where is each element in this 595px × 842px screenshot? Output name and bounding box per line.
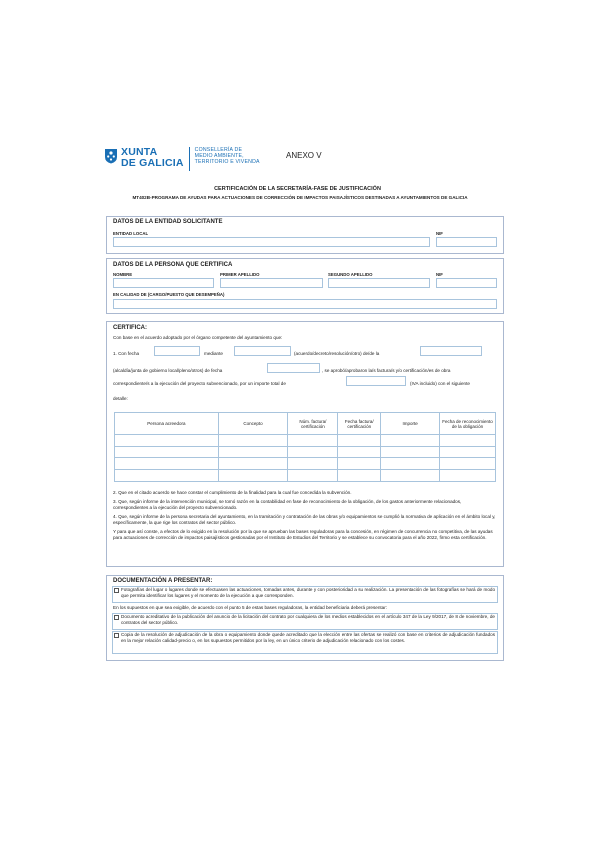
dept-line-2: MEDIO AMBIENTE, <box>194 153 244 160</box>
table-cell[interactable] <box>440 435 496 447</box>
entity-local-field[interactable] <box>113 237 430 247</box>
table-cell[interactable] <box>381 446 440 458</box>
table-cell[interactable] <box>115 458 219 470</box>
person-section-title: DATOS DE LA PERSONA QUE CERTIFICA <box>113 262 233 268</box>
table-cell[interactable] <box>338 446 381 458</box>
line1-date-label: 1. Con fecha <box>113 351 140 356</box>
xunta-wordmark <box>121 147 184 169</box>
table-cell[interactable] <box>288 446 338 458</box>
creditors-table <box>114 412 496 482</box>
col-creditor: Persona acreedora <box>115 413 219 435</box>
table-cell[interactable] <box>338 470 381 482</box>
table-cell[interactable] <box>115 446 219 458</box>
entity-nif-field[interactable] <box>436 237 497 247</box>
photos-checkbox[interactable] <box>114 588 119 593</box>
doc-item-publication-text: Documento acreditativo de la publicación del anuncio de la licitación del contrato por cualquiera de los medios establecidos en el artículo 347 de la Ley 9/2017, de 8 de noviembre, de contratos del sector público. <box>121 614 495 625</box>
table-cell[interactable] <box>288 470 338 482</box>
document-subtitle: MT402B-PROGRAMA DE AYUDAS PARA ACTUACIONES DE CORRECCIÓN DE IMPACTOS PAISAJÍSTICOS DESTINADAS A AYUNTAMIENTOS DE GALICIA <box>132 195 468 200</box>
table-cell[interactable] <box>381 435 440 447</box>
table-cell[interactable] <box>338 435 381 447</box>
table-cell[interactable] <box>218 458 288 470</box>
table-cell[interactable] <box>440 470 496 482</box>
table-cell[interactable] <box>218 446 288 458</box>
dept-line-1: CONSELLERÍA DE <box>194 147 243 153</box>
publication-checkbox[interactable] <box>114 615 119 620</box>
table-row <box>115 435 496 447</box>
col-concept: Concepto <box>218 413 288 435</box>
table-cell[interactable] <box>218 435 288 447</box>
col-recognition-date: Fecha de reconocimiento de la obligación <box>440 413 496 435</box>
line1-agreement-label: (acuerdo/decreto/resolución/otro) de/de la <box>294 351 380 356</box>
table-cell[interactable] <box>440 458 496 470</box>
table-row <box>115 458 496 470</box>
table-cell[interactable] <box>115 470 219 482</box>
person-role-field[interactable] <box>113 299 497 309</box>
closing-text: Y para que así conste, a efectos de lo exigido en la resolución por la que se aprueban las bases reguladoras para la concesión, en régimen de concurrencia no competitiva, de las ayudas para actuaciones de corrección de impactos paisajísticos gestionadas por el Instituto de Estudios del Territorio y se establece su convocatoria para el año 2022, firmo esta certificación. <box>113 529 493 540</box>
person-surname1-label: PRIMER APELLIDO <box>220 272 260 277</box>
logo-line-2: DE GALICIA <box>121 157 184 169</box>
galicia-crest-icon <box>104 148 118 164</box>
entity-section-title: DATOS DE LA ENTIDAD SOLICITANTE <box>113 219 223 225</box>
approval-date-field[interactable] <box>267 363 320 373</box>
point-2: 2. Que en el citado acuerdo se hace constar el cumplimiento de la finalidad para la cual fue concedida la subvención. <box>113 490 352 495</box>
logo-line-1: XUNTA <box>121 146 158 158</box>
col-invoice-date: Fecha factura/ certificación <box>338 413 381 435</box>
person-name-field[interactable] <box>113 278 214 288</box>
table-cell[interactable] <box>115 435 219 447</box>
total-amount-field[interactable] <box>346 376 406 386</box>
line2-approved-label: , se aprobó/aprobaron la/s factura/s y/o certificación/es de obra <box>322 368 451 373</box>
person-surname2-label: SEGUNDO APELLIDO <box>328 272 373 277</box>
award-checkbox[interactable] <box>114 633 119 638</box>
person-surname2-field[interactable] <box>328 278 430 288</box>
entity-nif-label: NIF <box>436 231 443 236</box>
person-surname1-field[interactable] <box>220 278 323 288</box>
line3-vat-label: (IVA incluido) con el siguiente <box>410 381 470 386</box>
table-cell[interactable] <box>288 435 338 447</box>
table-row <box>115 470 496 482</box>
logo-divider <box>189 147 190 171</box>
agreement-date-field[interactable] <box>154 346 200 356</box>
person-name-label: NOMBRE <box>113 272 133 277</box>
docs-section-title: DOCUMENTACIÓN A PRESENTAR: <box>113 578 213 584</box>
point-4: 4. Que, según informe de la persona secretaria del ayuntamiento, en la tramitación y contratación de las obras y/o equipamientos se cumplió la normativa de aplicación en el ámbito local y, específicamente, la que rige los contratos del sector público. <box>113 514 496 525</box>
certify-intro: Con base en el acuerdo adoptado por el órgano competente del ayuntamiento que: <box>113 335 283 340</box>
line2-organ-label: (alcaldía/junta de gobierno local/pleno/otros) de fecha <box>113 368 223 373</box>
person-nif-field[interactable] <box>436 278 497 288</box>
department-name <box>195 147 260 166</box>
col-invoice-number: Núm. factura/ certificación <box>288 413 338 435</box>
annex-label: ANEXO V <box>286 151 322 160</box>
line4-detail-label: detalle: <box>113 396 128 401</box>
table-cell[interactable] <box>381 458 440 470</box>
xunta-logo <box>104 147 260 171</box>
doc-item-award-text: Copia de la resolución de adjudicación de la obra o equipamiento donde quede acreditado que la elección entre las ofertas se realizó con base en criterios de adjudicación fundados en la mejor relación calidad-precio o, en los supuestos permitidos por la ley, en un único criterio de adjudicación relacionado con los costes. <box>121 632 495 643</box>
document-title: CERTIFICACIÓN DE LA SECRETARÍA-FASE DE JUSTIFICACIÓN <box>214 186 381 192</box>
doc-item-photos-text: Fotografías del lugar o lugares donde se efectuasen las actuaciones, tomadas antes, durante y con posterioridad a su realización. La presentación de las fotografías se hará de modo que permita identificar los lugares y el momento de la ejecución a que corresponden. <box>121 587 495 598</box>
table-cell[interactable] <box>440 446 496 458</box>
agreement-type-field[interactable] <box>234 346 291 356</box>
table-cell[interactable] <box>288 458 338 470</box>
col-amount: Importe <box>381 413 440 435</box>
table-cell[interactable] <box>338 458 381 470</box>
docs-note: En los supuestos en que sea exigible, de acuerdo con el punto 5 de estas bases reguladoras, la entidad beneficiaria deberá presentar: <box>113 605 388 610</box>
person-role-label: EN CALIDAD DE (CARGO/PUESTO QUE DESEMPEÑA) <box>113 292 225 297</box>
table-row <box>115 446 496 458</box>
entity-local-label: ENTIDAD LOCAL <box>113 231 149 236</box>
dept-line-3: TERRITORIO E VIVENDA <box>194 159 260 166</box>
point-3: 3. Que, según informe de la intervención municipal, se tomó razón en la contabilidad en fase de reconocimiento de la obligación, de los gastos anteriormente relacionados, correspondientes a la ejecución del proyecto subvencionado. <box>113 499 462 510</box>
table-cell[interactable] <box>381 470 440 482</box>
line1-means-label: mediante <box>204 351 223 356</box>
certify-section-title: CERTIFICA: <box>113 325 147 331</box>
line3-amount-label: correspondiente/s a la ejecución del proyecto subvencionado, por un importe total de <box>113 381 286 386</box>
table-cell[interactable] <box>218 470 288 482</box>
person-nif-label: NIF <box>436 272 443 277</box>
agreement-organ-field[interactable] <box>420 346 482 356</box>
creditors-table-header <box>115 413 496 435</box>
